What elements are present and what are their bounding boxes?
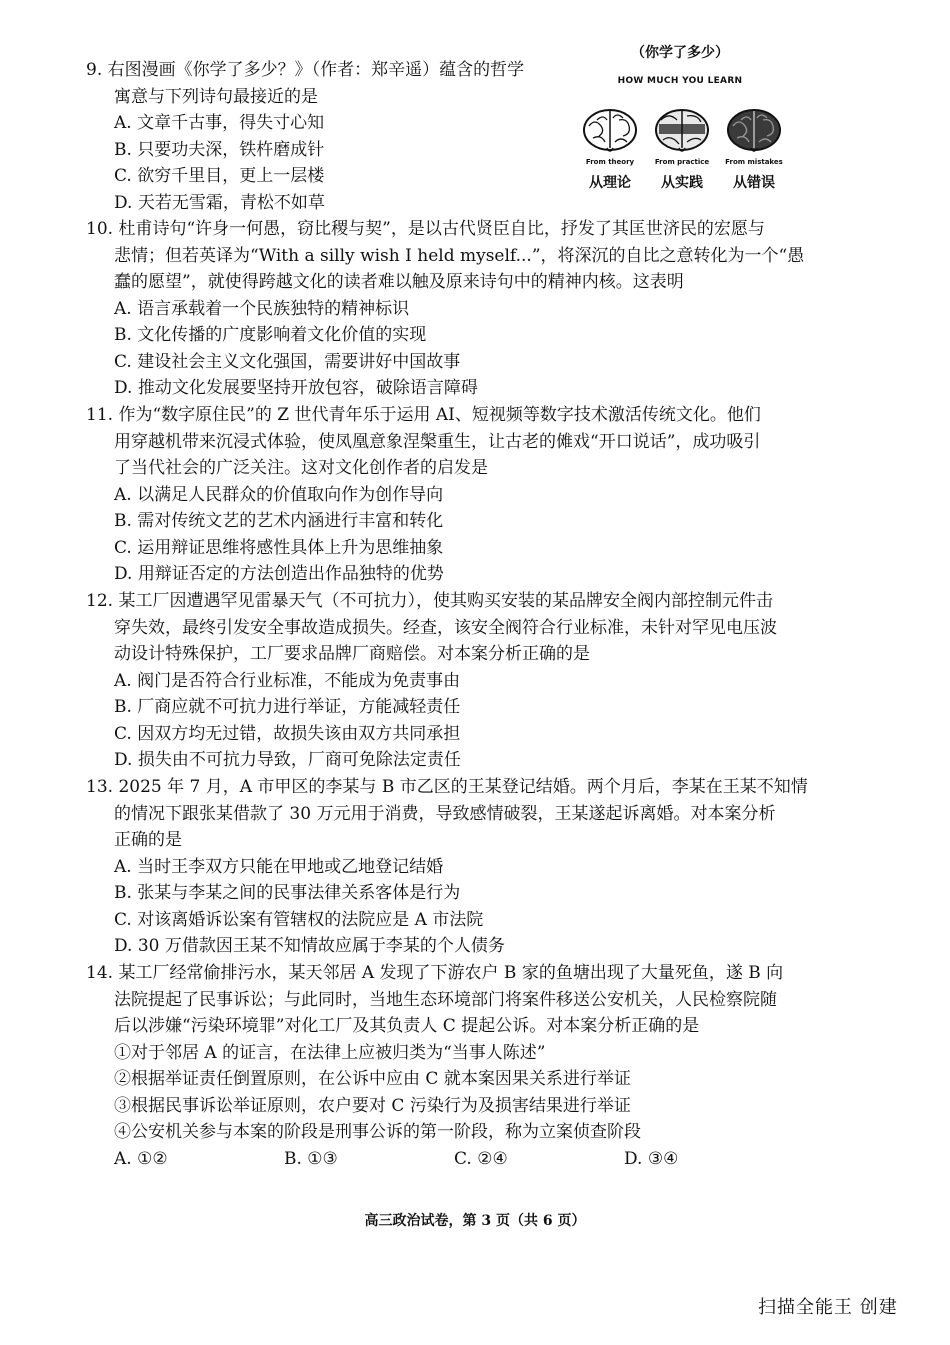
comic-caption-en: From practice xyxy=(654,158,710,166)
option-b: B. 厂商应就不可抗力进行举证，方能减轻责任 xyxy=(114,697,461,717)
page-footer: 高三政治试卷，第 3 页（共 6 页） xyxy=(364,1213,586,1229)
option-b: B. 只要功夫深，铁杵磨成针 xyxy=(114,139,325,160)
option-a: A. ①② xyxy=(114,1148,168,1169)
option-d: D. 用辩证否定的方法创造出作品独特的优势 xyxy=(114,564,444,584)
question-12 xyxy=(86,588,826,774)
option-d: D. 30 万借款因王某不知情故应属于李某的个人债务 xyxy=(114,936,505,956)
question-stem-line: 10. 杜甫诗句“许身一何愚，窃比稷与契”，是以古代贤臣自比，抒发了其匡世济民的宏愿与 xyxy=(86,219,765,239)
question-stem-line: 14. 某工厂经常偷排污水，某天邻居 A 发现了下游农户 B 家的鱼塘出现了大量死鱼，遂 B 向 xyxy=(86,963,784,983)
question-stem-line: 后以涉嫌“污染环境罪”对化工厂及其负责人 C 提起公诉。对本案分析正确的是 xyxy=(114,1016,700,1036)
question-stem-line: 12. 某工厂因遭遇罕见雷暴天气（不可抗力），使其购买安装的某品牌安全阀内部控制元件击 xyxy=(86,591,773,611)
question-stem-line: 悲情；但若英译为“With a silly wish I held myself...”，将深沉的自比之意转化为一个“愚 xyxy=(114,245,805,266)
option-b: B. 需对传统文艺的艺术内涵进行丰富和转化 xyxy=(114,511,444,531)
question-stem-line: 了当代社会的广泛关注。这对文化创作者的启发是 xyxy=(114,458,488,478)
question-11 xyxy=(86,402,826,588)
statement-1: ①对于邻居 A 的证言，在法律上应被归类为“当事人陈述” xyxy=(114,1042,546,1063)
comic-subtitle: HOW MUCH YOU LEARN xyxy=(617,76,743,86)
comic-panel-practice xyxy=(653,106,711,192)
option-c: C. 因双方均无过错，故损失该由双方共同承担 xyxy=(114,723,461,744)
question-stem-line: 用穿越机带来沉浸式体验，使凤凰意象涅槃重生，让古老的傩戏“开口说话”，成功吸引 xyxy=(114,431,761,452)
question-stem-line: 蠢的愿望”，就使得跨越文化的读者难以触及原来诗句中的精神内核。这表明 xyxy=(114,272,684,292)
option-b: B. 文化传播的广度影响着文化价值的实现 xyxy=(114,325,427,345)
comic-caption-en: From theory xyxy=(585,158,635,166)
comic-caption-en: From mistakes xyxy=(725,158,783,166)
option-a: A. 文章千古事，得失寸心知 xyxy=(114,113,325,133)
scanner-watermark: 扫描全能王 创建 xyxy=(758,1297,898,1318)
question-13 xyxy=(86,774,826,960)
question-stem-line: 11. 作为“数字原住民”的 Z 世代青年乐于运用 AI、短视频等数字技术激活传统文化。他们 xyxy=(86,405,761,425)
option-c: C. ②④ xyxy=(454,1148,508,1169)
question-stem-line: 的情况下跟张某借款了 30 万元用于消费，导致感情破裂，王某遂起诉离婚。对本案分析 xyxy=(114,803,776,824)
option-a: A. 以满足人民群众的价值取向作为创作导向 xyxy=(114,484,444,505)
brain-light-icon xyxy=(581,106,639,156)
question-10 xyxy=(86,216,826,402)
brain-dark-icon xyxy=(725,106,783,156)
brain-medium-icon xyxy=(653,106,711,156)
question-stem-line: 寓意与下列诗句最接近的是 xyxy=(114,86,318,107)
comic-panel-mistakes xyxy=(725,106,783,192)
question-stem-line: 动设计特殊保护，工厂要求品牌厂商赔偿。对本案分析正确的是 xyxy=(114,644,590,664)
option-a: A. 当时王李双方只能在甲地或乙地登记结婚 xyxy=(114,856,444,877)
option-d: D. ③④ xyxy=(624,1148,679,1169)
answer-options-row xyxy=(86,1146,826,1173)
option-b: B. ①③ xyxy=(284,1148,338,1169)
question-stem-line: 正确的是 xyxy=(114,830,182,850)
option-a: A. 阀门是否符合行业标准，不能成为免责事由 xyxy=(114,670,461,691)
option-c: C. 运用辩证思维将感性具体上升为思维抽象 xyxy=(114,537,444,558)
option-b: B. 张某与李某之间的民事法律关系客体是行为 xyxy=(114,883,461,903)
question-14 xyxy=(86,960,826,1172)
statement-4: ④公安机关参与本案的阶段是刑事公诉的第一阶段，称为立案侦查阶段 xyxy=(114,1122,641,1142)
comic-caption-zh: 从错误 xyxy=(733,175,775,191)
option-a: A. 语言承载着一个民族独特的精神标识 xyxy=(114,298,410,319)
comic-caption-zh: 从理论 xyxy=(589,175,631,191)
question-stem-line: 法院提起了民事诉讼；与此同时，当地生态环境部门将案件移送公安机关，人民检察院随 xyxy=(114,989,777,1010)
option-c: C. 欲穷千里目，更上一层楼 xyxy=(114,166,325,186)
comic-panel-theory xyxy=(581,106,639,192)
statement-2: ②根据举证责任倒置原则，在公诉中应由 C 就本案因果关系进行举证 xyxy=(114,1069,631,1089)
question-stem-line: 9. 右图漫画《你学了多少？》（作者：郑辛遥）蕴含的哲学 xyxy=(86,60,525,80)
question-stem-line: 13. 2025 年 7 月，A 市甲区的李某与 B 市乙区的王某登记结婚。两个月后，李某在王某不知情 xyxy=(86,777,808,797)
option-d: D. 天若无雪霜，青松不如草 xyxy=(114,192,325,213)
option-d: D. 推动文化发展要坚持开放包容，破除语言障碍 xyxy=(114,378,478,398)
question-9 xyxy=(86,57,566,216)
option-d: D. 损失由不可抗力导致，厂商可免除法定责任 xyxy=(114,750,461,770)
comic-illustration xyxy=(575,40,825,210)
statement-3: ③根据民事诉讼举证原则，农户要对 C 污染行为及损害结果进行举证 xyxy=(114,1095,631,1116)
comic-caption-zh: 从实践 xyxy=(661,175,703,191)
option-c: C. 建设社会主义文化强国，需要讲好中国故事 xyxy=(114,351,461,372)
option-c: C. 对该离婚诉讼案有管辖权的法院应是 A 市法院 xyxy=(114,909,484,930)
question-stem-line: 穿失效，最终引发安全事故造成损失。经查，该安全阀符合行业标准，未针对罕见电压波 xyxy=(114,617,777,638)
comic-title: （你学了多少） xyxy=(631,45,729,61)
